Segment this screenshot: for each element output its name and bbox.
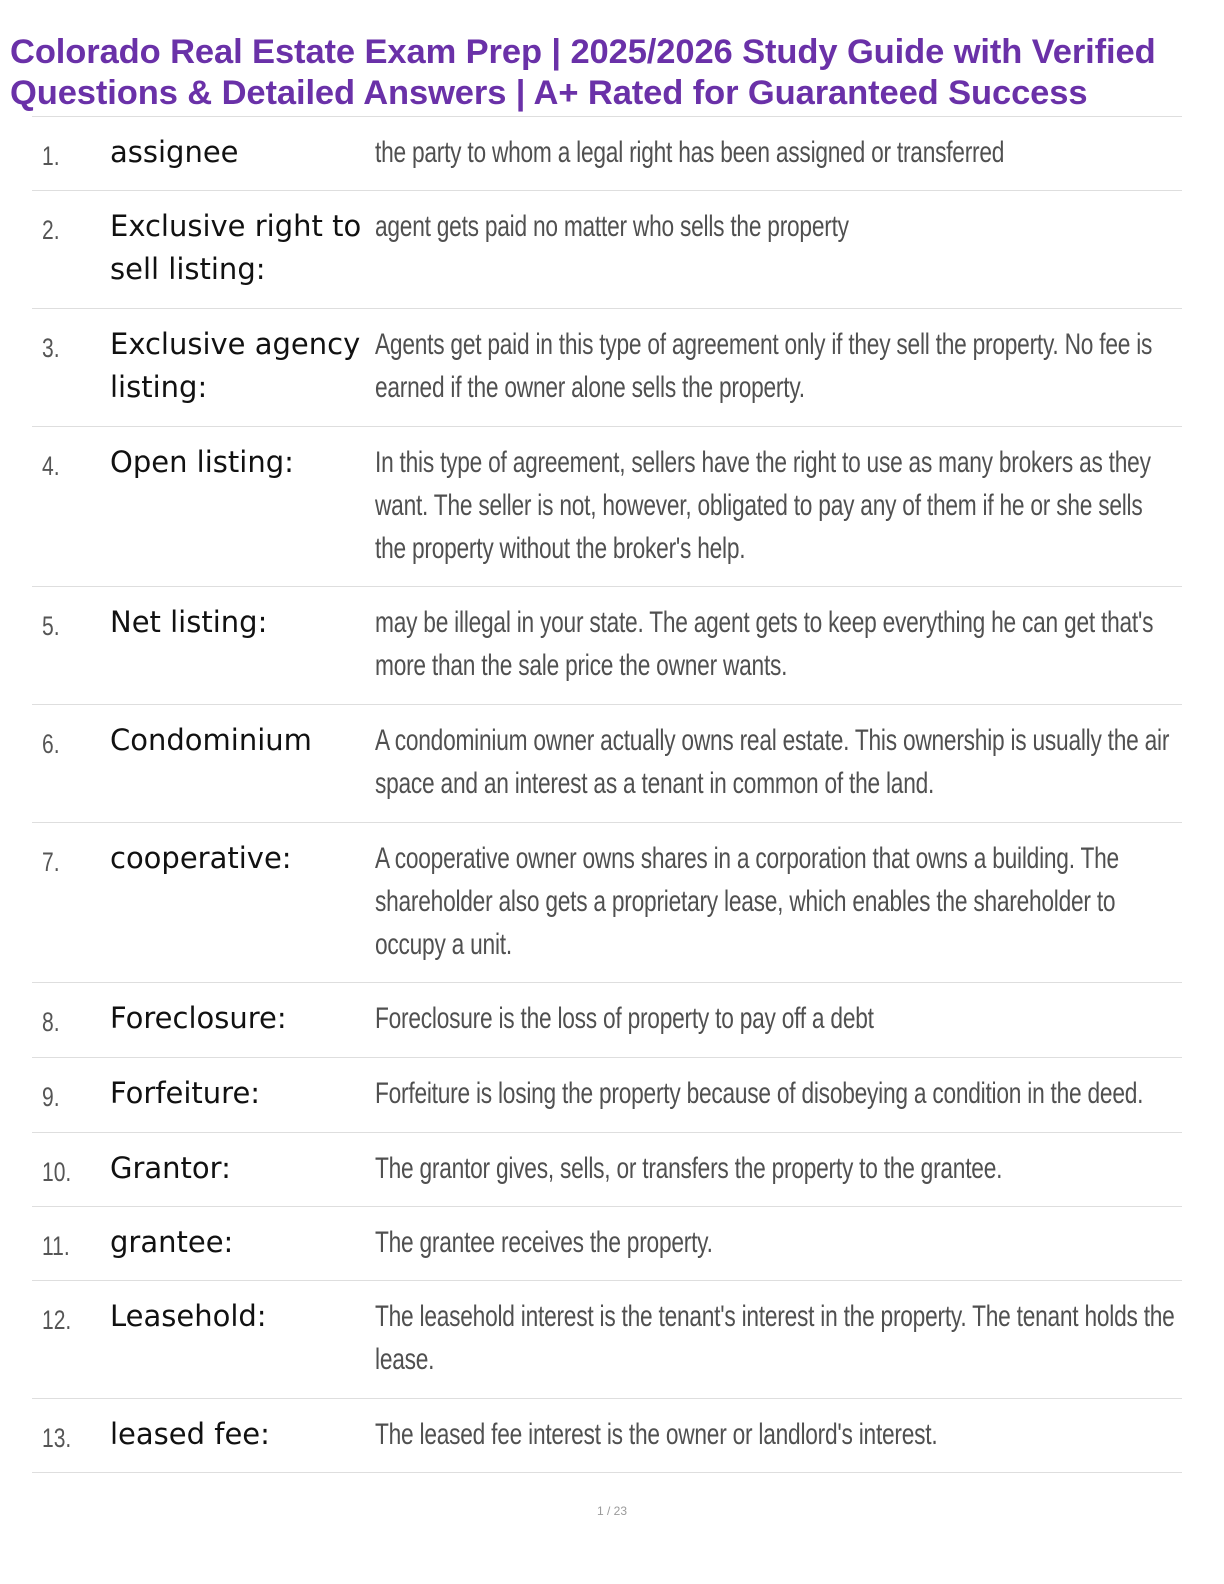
card-term: Leasehold:	[110, 1299, 267, 1333]
card-definition: Agents get paid in this type of agreement only if they sell the property. No fee is earned if the owner alone sells the property.	[375, 328, 1153, 404]
card-number: 4.	[42, 451, 60, 481]
card-term: Net listing:	[110, 605, 268, 639]
flashcard	[32, 117, 1182, 191]
card-number: 2.	[42, 215, 60, 245]
flashcard	[32, 1399, 1182, 1473]
flashcard	[32, 587, 1182, 705]
card-number: 3.	[42, 333, 60, 363]
card-number: 11.	[42, 1231, 70, 1261]
flashcard	[32, 191, 1182, 309]
card-term: leased fee:	[110, 1417, 270, 1451]
card-number: 7.	[42, 847, 60, 877]
card-number: 1.	[42, 141, 60, 171]
flashcard	[32, 1207, 1182, 1281]
card-term: Condominium	[110, 723, 312, 757]
flashcard	[32, 427, 1182, 587]
card-number: 12.	[42, 1305, 72, 1335]
card-number: 6.	[42, 729, 60, 759]
card-number: 9.	[42, 1082, 60, 1112]
flashcard	[32, 983, 1182, 1058]
flashcard	[32, 309, 1182, 427]
card-term: grantee:	[110, 1225, 234, 1259]
card-term: Foreclosure:	[110, 1001, 287, 1035]
card-definition: The leasehold interest is the tenant's interest in the property. The tenant holds the lease.	[375, 1300, 1175, 1376]
card-definition: A condominium owner actually owns real estate. This ownership is usually the air space and an interest as a tenant in common of the land.	[375, 724, 1170, 800]
flashcard	[32, 1281, 1182, 1399]
card-term: Open listing:	[110, 445, 294, 479]
flashcard	[32, 1133, 1182, 1207]
card-number: 13.	[42, 1423, 72, 1453]
card-definition: A cooperative owner owns shares in a corporation that owns a building. The shareholder also gets a proprietary lease, which enables the shareholder to occupy a unit.	[375, 842, 1119, 961]
card-term: Forfeiture:	[110, 1076, 261, 1110]
card-definition: the party to whom a legal right has been assigned or transferred	[375, 136, 1005, 169]
card-term: cooperative:	[110, 841, 292, 875]
card-definition: The grantee receives the property.	[375, 1226, 713, 1259]
card-term: Exclusive agency listing:	[110, 327, 361, 404]
card-term: Grantor:	[110, 1151, 231, 1185]
document-title: Colorado Real Estate Exam Prep | 2025/2026 Study Guide with Verified Questions & Detailed Answers | A+ Rated for Guaranteed Success	[10, 33, 1156, 112]
page-indicator: 1 / 23	[596, 1504, 628, 1518]
card-number: 10.	[42, 1157, 72, 1187]
card-number: 8.	[42, 1007, 60, 1037]
card-definition: agent gets paid no matter who sells the property	[375, 210, 849, 243]
card-definition: may be illegal in your state. The agent gets to keep everything he can get that's more than the sale price the owner wants.	[375, 606, 1154, 682]
card-definition: The grantor gives, sells, or transfers the property to the grantee.	[375, 1152, 1003, 1185]
card-definition: Forfeiture is losing the property because of disobeying a condition in the deed.	[375, 1077, 1144, 1110]
flashcard-list	[32, 116, 1182, 1473]
card-term: Exclusive right to sell listing:	[110, 209, 362, 286]
card-definition: The leased fee interest is the owner or landlord's interest.	[375, 1418, 938, 1451]
card-number: 5.	[42, 611, 60, 641]
flashcard	[32, 705, 1182, 823]
card-term: assignee	[110, 135, 239, 169]
card-definition: Foreclosure is the loss of property to pay off a debt	[375, 1002, 874, 1035]
flashcard	[32, 823, 1182, 983]
card-definition: In this type of agreement, sellers have the right to use as many brokers as they want. The seller is not, however, obligated to pay any of them if he or she sells the property without the broker's help.	[375, 446, 1151, 565]
flashcard	[32, 1058, 1182, 1133]
